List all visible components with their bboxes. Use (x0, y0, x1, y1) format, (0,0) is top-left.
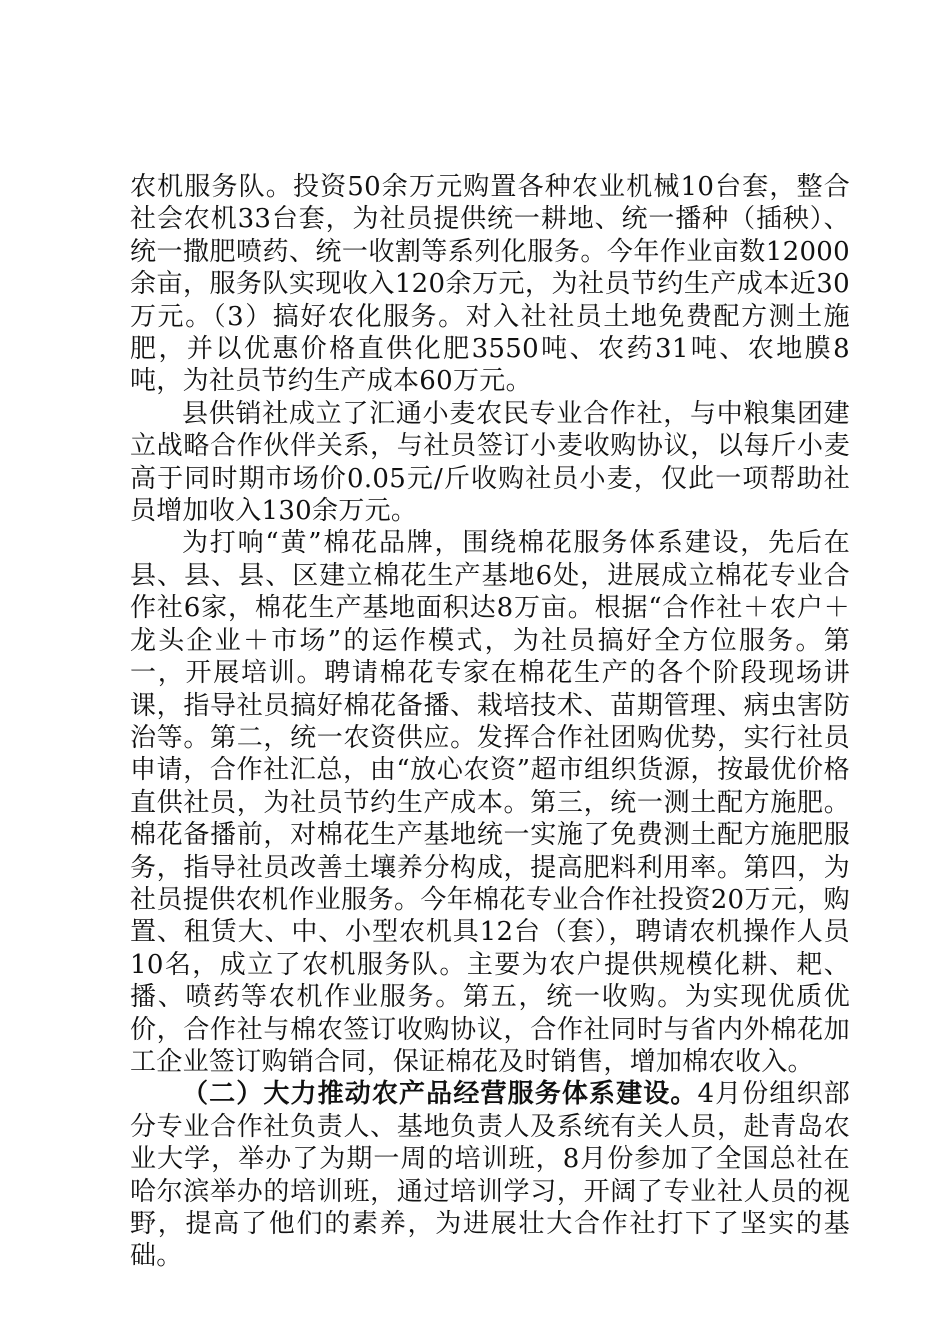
paragraph-text: 县供销社成立了汇通小麦农民专业合作社，与中粮集团建立战略合作伙伴关系，与社员签订小麦收购协议，以每斤小麦高于同时期市场价0.05元/斤收购社员小麦，仅此一项帮助社员增加收入130余万元。 (130, 398, 850, 527)
paragraph-wheat-cooperative (130, 398, 850, 528)
document-body (130, 171, 850, 1273)
paragraph-text: 农机服务队。投资50余万元购置各种农业机械10台套，整合社会农机33台套，为社员提供统一耕地、统一播种（插秧）、统一撒肥喷药、统一收割等系列化服务。今年作业亩数12000余亩，服务队实现收入120余万元，为社员节约生产成本近30万元。（3）搞好农化服务。对入社社员土地免费配方测土施肥，并以优惠价格直供化肥3550吨、农药31吨、农地膜8吨，为社员节约生产成本60万元。 (130, 172, 850, 397)
section-heading: （二）大力推动农产品经营服务体系建设。 (182, 1079, 698, 1110)
paragraph-cotton-service (130, 527, 850, 1078)
paragraph-section-two (130, 1078, 850, 1272)
paragraph-text: 为打响“黄”棉花品牌，围绕棉花服务体系建设，先后在县、县、县、区建立棉花生产基地6处，进展成立棉花专业合作社6家，棉花生产基地面积达8万亩。根据“合作社＋农户＋龙头企业＋市场”的运作模式，为社员搞好全方位服务。第一，开展培训。聘请棉花专家在棉花生产的各个阶段现场讲课，指导社员搞好棉花备播、栽培技术、苗期管理、病虫害防治等。第二，统一农资供应。发挥合作社团购优势，实行社员申请，合作社汇总，由“放心农资”超市组织货源，按最优价格直供社员，为社员节约生产成本。第三，统一测土配方施肥。棉花备播前，对棉花生产基地统一实施了免费测土配方施肥服务，指导社员改善土壤养分构成，提高肥料利用率。第四，为社员提供农机作业服务。今年棉花专业合作社投资20万元，购置、租赁大、中、小型农机具12台（套），聘请农机操作人员10名，成立了农机服务队。主要为农户提供规模化耕、耙、播、喷药等农机作业服务。第五，统一收购。为实现优质优价，合作社与棉农签订收购协议，合作社同时与省内外棉花加工企业签订购销合同，保证棉花及时销售，增加棉农收入。 (130, 528, 850, 1077)
paragraph-continuation (130, 171, 850, 398)
paragraph-text: 4月份组织部分专业合作社负责人、基地负责人及系统有关人员，赴青岛农业大学，举办了为期一周的培训班，8月份参加了全国总社在哈尔滨举办的培训班，通过培训学习，开阔了专业社人员的视野，提高了他们的素养，为进展壮大合作社打下了坚实的基础。 (130, 1079, 850, 1272)
